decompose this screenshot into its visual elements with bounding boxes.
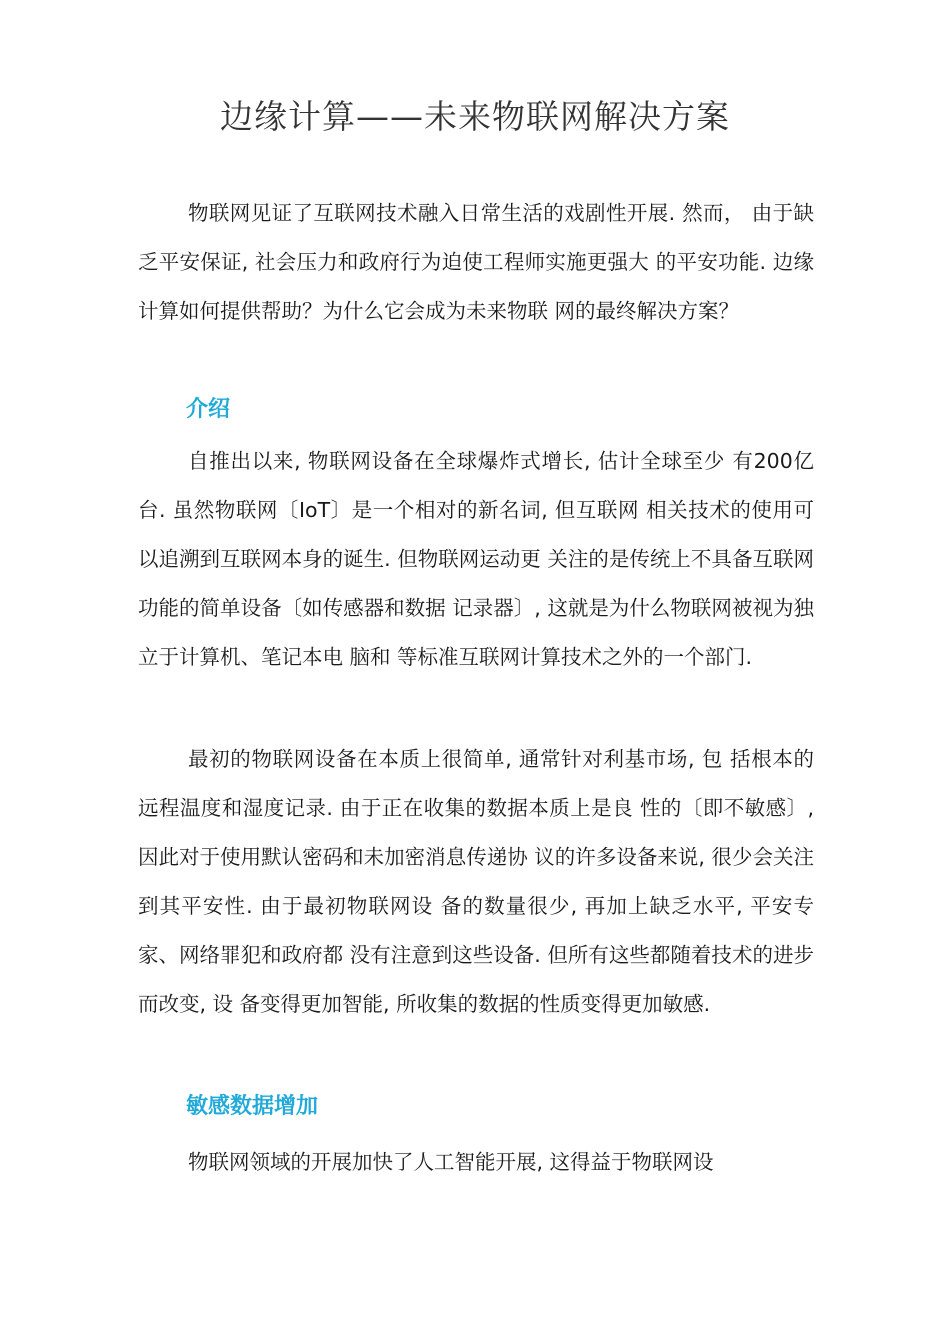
section-heading-sensitive-data: 敏感数据增加 bbox=[186, 1094, 319, 1119]
document-title: 边缘计算——未来物联网解决方案 bbox=[220, 97, 730, 136]
paragraph: 物联网领域的开展加快了人工智能开展, 这得益于物联网设 bbox=[188, 1150, 714, 1174]
section-heading-intro: 介绍 bbox=[186, 397, 231, 422]
paragraph: 最初的物联网设备在本质上很简单, 通常针对利基市场, 包 括根本的远程温度和湿度记录. 由于正在收集的数据本质上是良 性的〔即不敏感〕, 因此对于使用默认密码和未加密消息传递协 议的许多设备来说, 很少会关注到其平安性. 由于最初物联网设 备的数量很少, 再加上缺乏水平, 平安专家、网络罪犯和政府都 没有注意到这些设备. 但所有这些都随着技术的进步而改变, 设 备变得更加智能, 所收集的数据的性质变得更加敏感. bbox=[138, 747, 814, 1016]
intro-paragraph: 物联网见证了互联网技术融入日常生活的戏剧性开展. 然而， 由于缺乏平安保证, 社会压力和政府行为迫使工程师实施更强大 的平安功能. 边缘计算如何提供帮助？为什么它会成为未来物联 网的最终解决方案？ bbox=[138, 201, 814, 323]
paragraph: 自推出以来, 物联网设备在全球爆炸式增长, 估计全球至少 有200亿台. 虽然物联网〔IoT〕是一个相对的新名词, 但互联网 相关技术的使用可以追溯到互联网本身的诞生. 但物联网运动更 关注的是传统上不具备互联网功能的简单设备〔如传感器和数据 记录器〕, 这就是为什么物联网被视为独立于计算机、笔记本电 脑和 等标准互联网计算技术之外的一个部门. bbox=[138, 449, 814, 669]
